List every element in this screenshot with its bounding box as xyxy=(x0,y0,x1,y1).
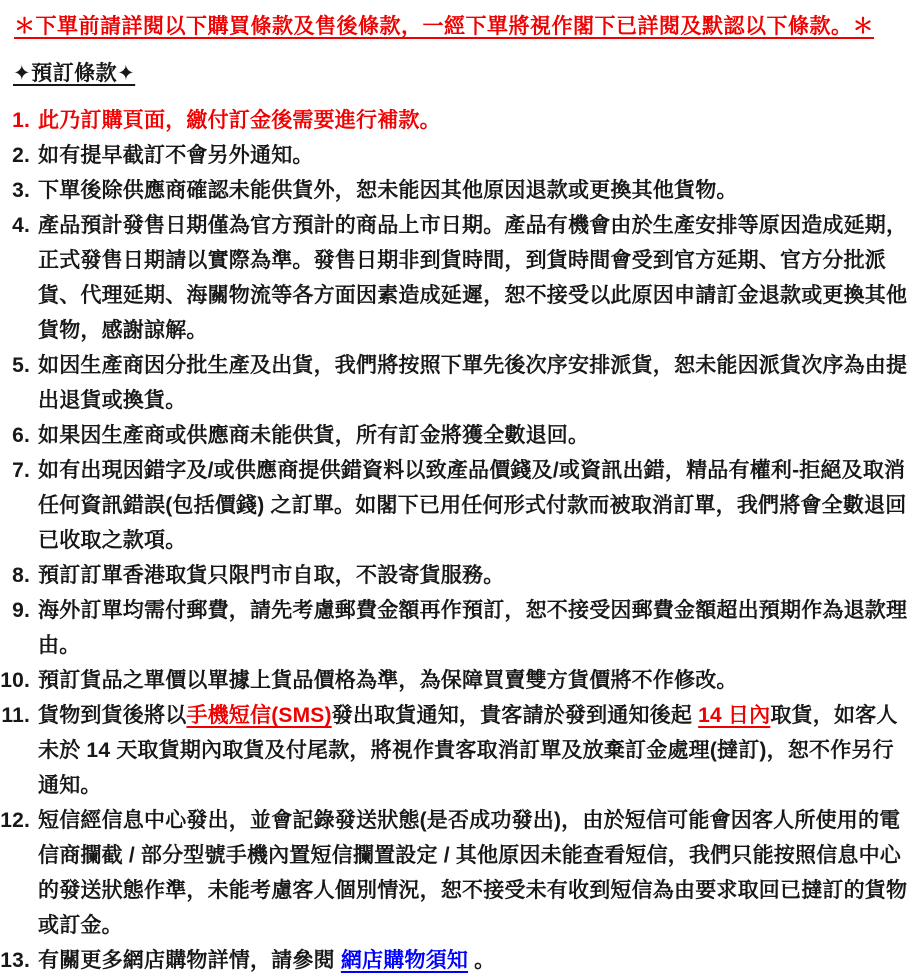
term-number: 7. xyxy=(12,459,30,482)
term-text-segment: 。 xyxy=(468,949,496,972)
term-text xyxy=(30,418,913,453)
term-text xyxy=(30,558,913,593)
term-number: 9. xyxy=(12,599,30,622)
term-number: 2. xyxy=(12,144,30,167)
term-text-segment: 如有出現因錯字及/或供應商提供錯資料以致產品價錢及/或資訊出錯，精品有權利-拒絕及取消任何資訊錯誤(包括價錢) 之訂單。如閣下已用任何形式付款而被取消訂單，我們將會全數退回已收取之款項。 xyxy=(38,459,907,552)
term-text xyxy=(30,173,913,208)
term-number: 4. xyxy=(12,214,30,237)
term-text xyxy=(30,453,913,558)
term-item-8 xyxy=(0,558,913,593)
term-item-11 xyxy=(0,698,913,803)
term-text xyxy=(30,103,913,138)
term-item-6 xyxy=(0,418,913,453)
term-text-segment: 海外訂單均需付郵費，請先考慮郵費金額再作預訂，恕不接受因郵費金額超出預期作為退款理由。 xyxy=(38,599,908,657)
term-text xyxy=(30,943,913,978)
term-item-3 xyxy=(0,173,913,208)
pickup-deadline-highlight: 14 日內 xyxy=(698,704,771,727)
term-number: 11. xyxy=(1,704,30,727)
term-text-segment: 短信經信息中心發出，並會記錄發送狀態(是否成功發出)，由於短信可能會因客人所使用的電信商攔截 / 部分型號手機內置短信攔置設定 / 其他原因未能查看短信，我們只能按照信息中心的發送狀態作準，未能考慮客人個別情況，恕不接受未有收到短信為由要求取回已撻訂的貨物或訂金。 xyxy=(38,809,908,937)
term-item-12 xyxy=(0,803,913,943)
term-text-segment: 預訂貨品之單價以單據上貨品價格為準，為保障買賣雙方貨價將不作修改。 xyxy=(38,669,738,692)
term-text-segment: 預訂訂單香港取貨只限門市自取，不設寄貨服務。 xyxy=(38,564,505,587)
term-item-7 xyxy=(0,453,913,558)
term-text xyxy=(30,348,913,418)
term-text-segment: 如果因生產商或供應商未能供貨，所有訂金將獲全數退回。 xyxy=(38,424,590,447)
term-text-segment: 此乃訂購頁面，繳付訂金後需要進行補款。 xyxy=(38,109,441,132)
term-text-segment: 產品預計發售日期僅為官方預計的商品上市日期。產品有機會由於生產安排等原因造成延期，正式發售日期請以實際為準。發售日期非到貨時間，到貨時間會受到官方延期、官方分批派貨、代理延期、海關物流等各方面因素造成延遲，恕不接受以此原因申請訂金退款或更換其他貨物，感謝諒解。 xyxy=(38,214,908,342)
term-text xyxy=(30,803,913,943)
term-number: 6. xyxy=(12,424,30,447)
term-item-13 xyxy=(0,943,913,978)
term-text xyxy=(30,698,913,803)
term-number: 8. xyxy=(12,564,30,587)
term-text xyxy=(30,208,913,348)
term-item-2 xyxy=(0,138,913,173)
term-text-segment: 下單後除供應商確認未能供貨外，恕未能因其他原因退款或更換其他貨物。 xyxy=(38,179,738,202)
term-text xyxy=(30,663,913,698)
section-title-preorder-terms: ✦預訂條款✦ xyxy=(13,62,136,85)
term-number: 5. xyxy=(12,354,30,377)
term-number: 10. xyxy=(0,669,30,692)
term-item-10 xyxy=(0,663,913,698)
term-item-4 xyxy=(0,208,913,348)
term-number: 3. xyxy=(12,179,30,202)
term-text-segment: 貨物到貨後將以 xyxy=(38,704,187,727)
term-item-9 xyxy=(0,593,913,663)
term-number: 13. xyxy=(0,949,30,972)
term-text-segment: 發出取貨通知，貴客請於發到通知後起 xyxy=(331,704,699,727)
term-text-segment: 取貨，如客人未於 14 天取貨期內取貨及付尾款，將視作貴客取消訂單及放棄訂金處理(撻訂)，恕不作另行通知。 xyxy=(38,704,898,797)
term-text xyxy=(30,593,913,663)
term-text-segment: 如因生產商因分批生產及出貨，我們將按照下單先後次序安排派貨，恕未能因派貨次序為由提出退貨或換貨。 xyxy=(38,354,908,412)
term-number: 12. xyxy=(0,809,30,832)
term-item-5 xyxy=(0,348,913,418)
preorder-notice-banner: ＊下單前請詳閱以下購買條款及售後條款，一經下單將視作閣下已詳閱及默認以下條款。＊ xyxy=(14,15,874,38)
terms-list xyxy=(0,103,913,978)
term-text-segment: 如有提早截訂不會另外通知。 xyxy=(38,144,314,167)
shop-notice-link[interactable]: 網店購物須知 xyxy=(340,949,469,972)
term-text-segment: 有關更多網店購物詳情，請參閱 xyxy=(38,949,341,972)
sms-highlight: 手機短信(SMS) xyxy=(186,704,332,727)
term-number: 1. xyxy=(12,109,30,132)
term-text xyxy=(30,138,913,173)
term-item-1 xyxy=(0,103,913,138)
